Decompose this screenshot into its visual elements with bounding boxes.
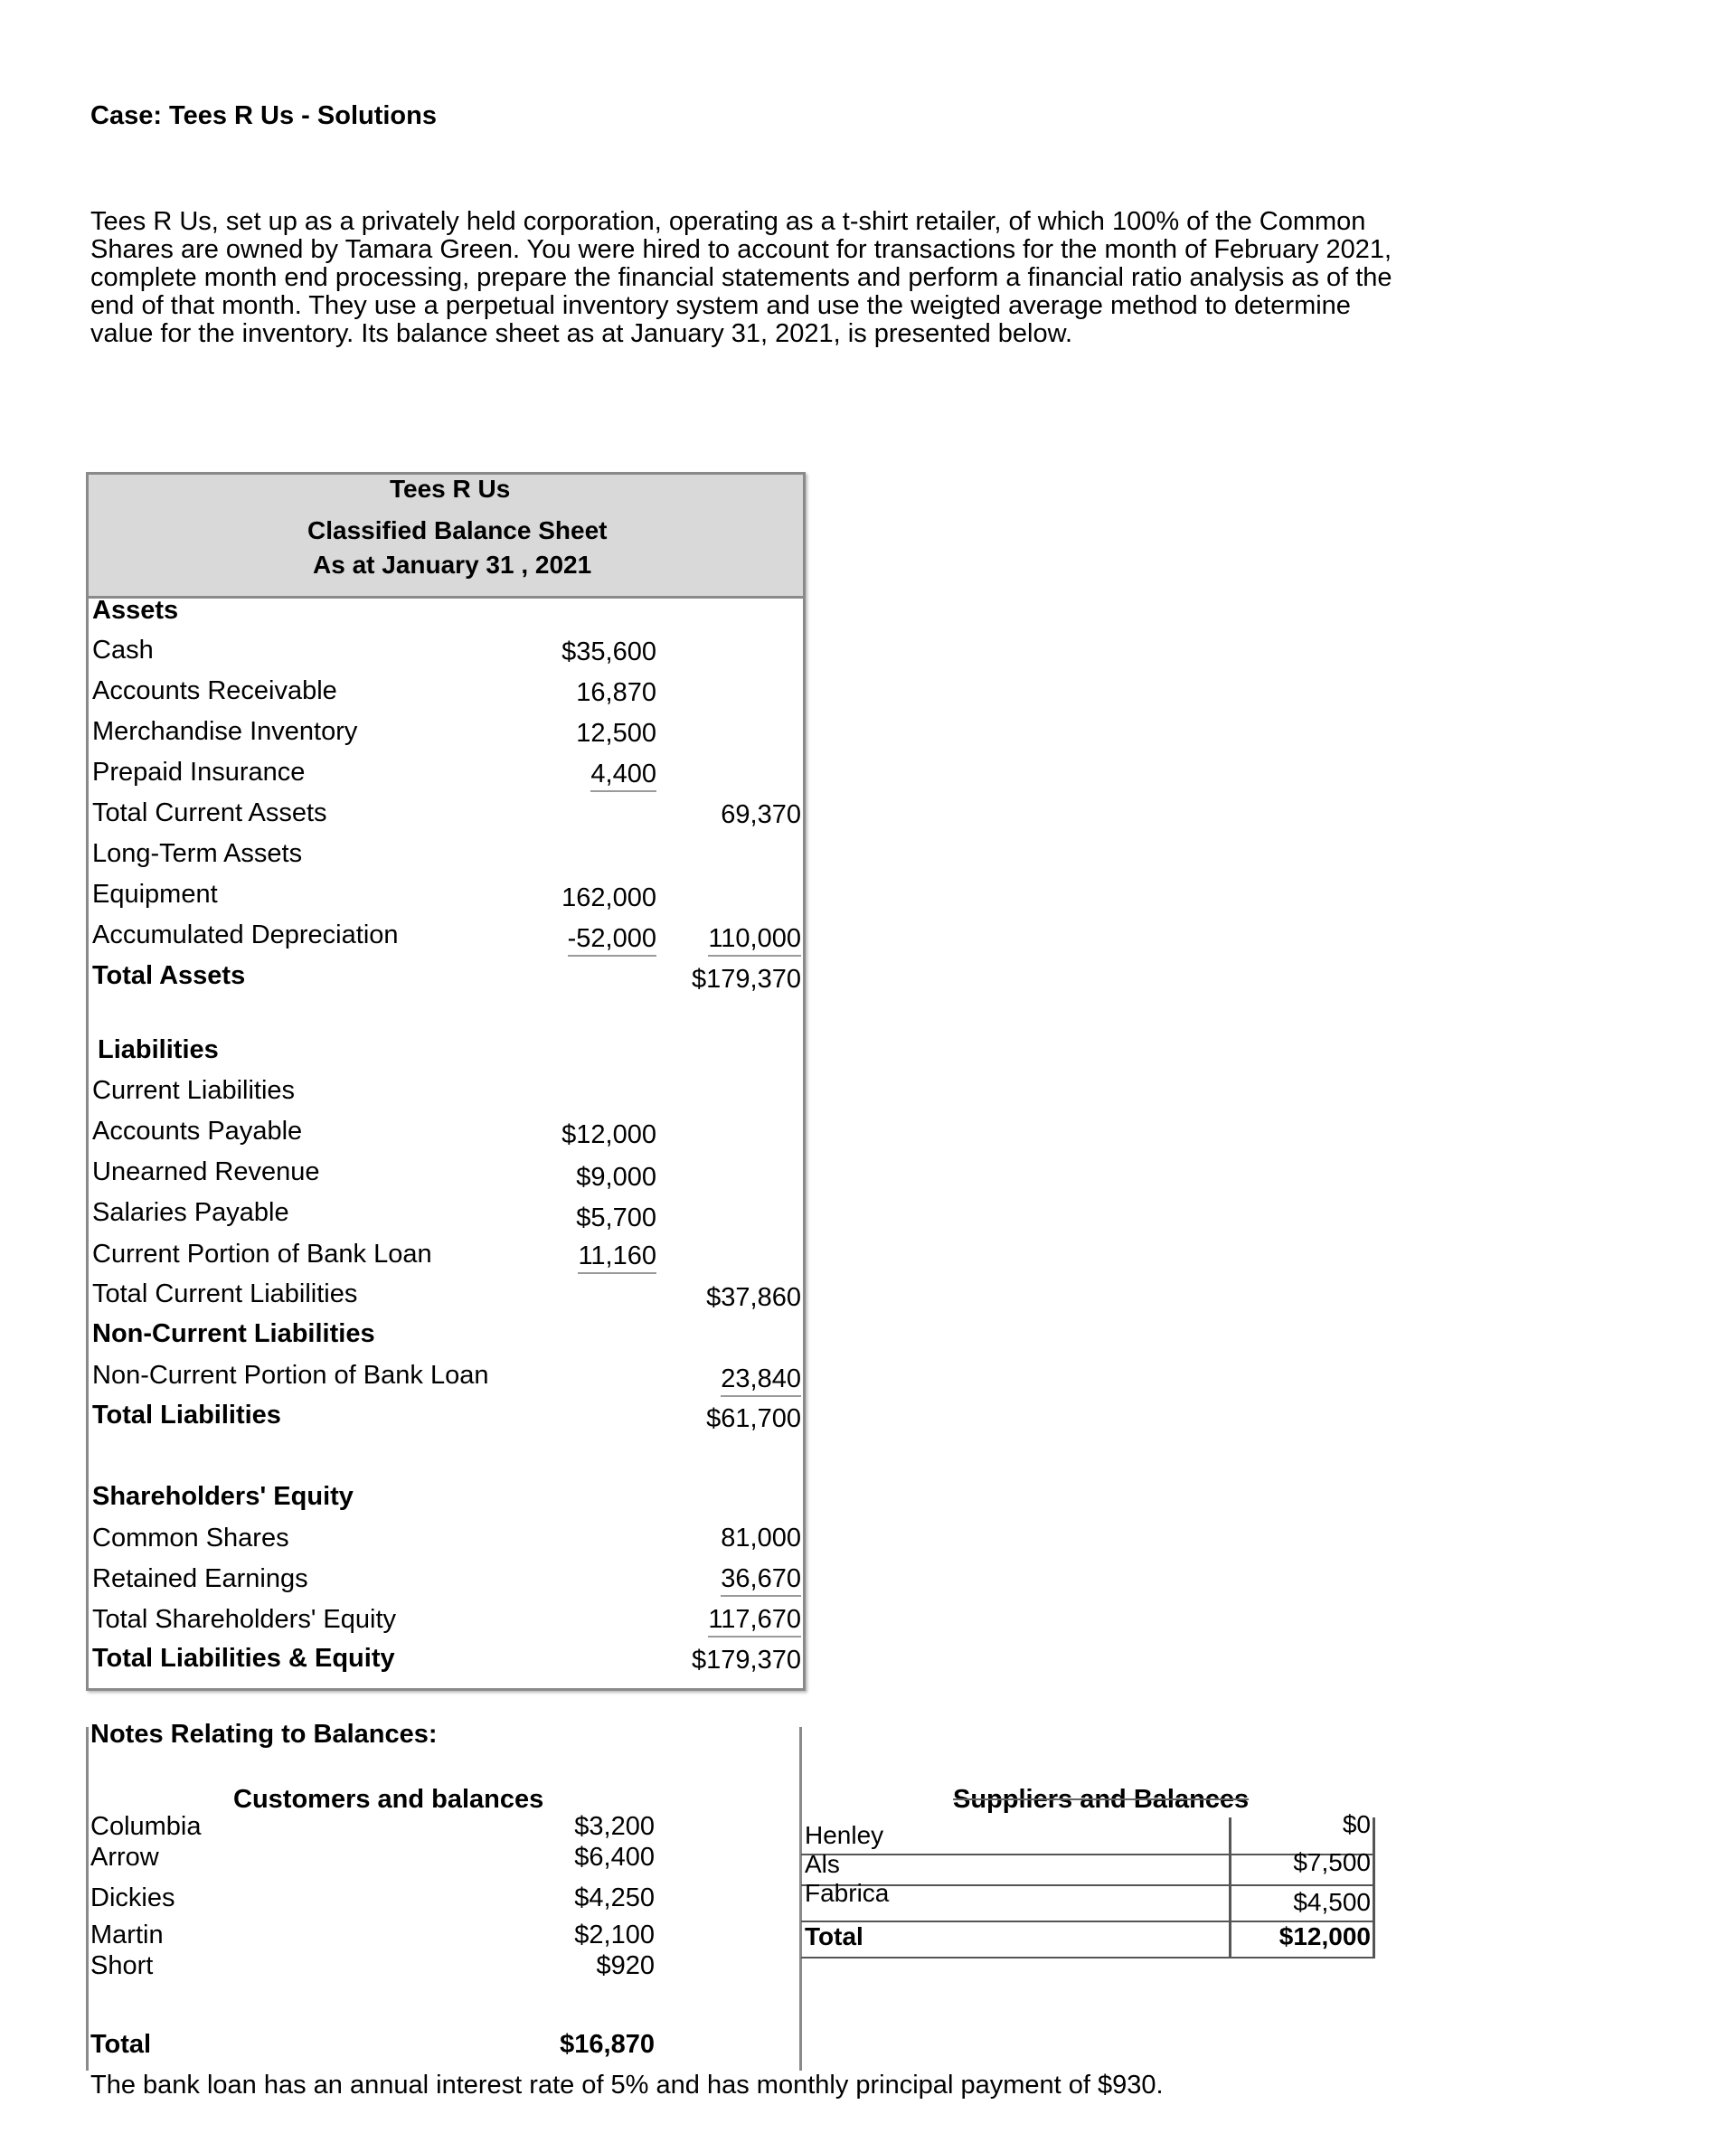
asset-total-value: 69,370 xyxy=(721,800,801,829)
asset-value: 4,400 xyxy=(590,760,656,792)
liability-label: Current Portion of Bank Loan xyxy=(92,1240,432,1269)
case-title: Case: Tees R Us - Solutions xyxy=(90,101,437,130)
supplier-balance: $0 xyxy=(1342,1810,1371,1838)
customer-name: Dickies xyxy=(90,1883,175,1912)
supplier-total-label: Total xyxy=(805,1922,863,1950)
equity-label: Retained Earnings xyxy=(92,1564,308,1593)
customers-total-label: Total xyxy=(90,2030,152,2059)
total-assets-label: Total Assets xyxy=(92,961,246,990)
suppliers-heading: Suppliers and Balances xyxy=(953,1785,1250,1814)
total-liabilities-equity-value: $179,370 xyxy=(692,1646,801,1675)
asset-label: Cash xyxy=(92,636,154,665)
suppliers-table xyxy=(801,1810,1375,1959)
asset-value: $35,600 xyxy=(561,637,656,666)
liability-value: $5,700 xyxy=(576,1203,656,1232)
asset-value: 12,500 xyxy=(576,719,656,748)
liability-value: 11,160 xyxy=(578,1241,656,1274)
balance-sheet-header xyxy=(89,475,803,599)
equity-label: Total Shareholders' Equity xyxy=(92,1605,397,1634)
total-assets-value: $179,370 xyxy=(692,965,801,994)
liability-label: Salaries Payable xyxy=(92,1198,289,1227)
customers-total-value: $16,870 xyxy=(560,2030,655,2059)
supplier-row xyxy=(801,1879,1373,1922)
liability-value: $12,000 xyxy=(561,1120,656,1149)
statement-name: Classified Balance Sheet xyxy=(307,516,608,544)
liability-label: Unearned Revenue xyxy=(92,1157,320,1186)
customer-balance: $6,400 xyxy=(574,1843,655,1872)
equity-value: 117,670 xyxy=(708,1605,801,1638)
asset-label: Merchandise Inventory xyxy=(92,717,358,746)
liabilities-heading: Liabilities xyxy=(98,1035,219,1064)
asset-label: Accumulated Depreciation xyxy=(92,920,399,949)
notes-left-border xyxy=(86,1727,89,2071)
intro-paragraph: Tees R Us, set up as a privately held corporation, operating as a t-shirt retailer, of which 100% of the Common Shares are owned by Tamara Green. You were hired to account for transactions for the month of February 2021, complete month end processing, prepare the financial statements and perform a financial ratio analysis as of the end of that month. They use a perpetual inventory system and use the weigted average method to determine value for the inventory. Its balance sheet as at January 31, 2021, is presented below. xyxy=(90,207,1392,348)
customer-name: Short xyxy=(90,1951,154,1980)
total-liabilities-label: Total Liabilities xyxy=(92,1401,281,1430)
customer-name: Arrow xyxy=(90,1843,159,1872)
supplier-total-row xyxy=(801,1921,1373,1959)
asset-label: Equipment xyxy=(92,880,218,909)
supplier-balance: $4,500 xyxy=(1293,1888,1371,1916)
statement-date: As at January 31 , 2021 xyxy=(313,551,592,579)
liability-label: Total Current Liabilities xyxy=(92,1279,358,1308)
equity-label: Common Shares xyxy=(92,1524,289,1553)
liability-label: Non-Current Liabilities xyxy=(92,1319,375,1348)
liability-label: Non-Current Portion of Bank Loan xyxy=(92,1361,489,1390)
total-liabilities-equity-label: Total Liabilities & Equity xyxy=(92,1644,395,1673)
customers-heading: Customers and balances xyxy=(233,1785,544,1814)
customer-name: Martin xyxy=(90,1921,164,1949)
supplier-balance: $7,500 xyxy=(1293,1848,1371,1876)
customer-balance: $920 xyxy=(596,1951,655,1980)
supplier-name: Henley xyxy=(805,1821,884,1849)
liability-label: Current Liabilities xyxy=(92,1076,296,1105)
balance-sheet xyxy=(86,472,806,1691)
liability-total-value: $37,860 xyxy=(706,1283,801,1312)
supplier-name: Fabrica xyxy=(805,1879,890,1907)
asset-label: Long-Term Assets xyxy=(92,839,303,868)
asset-label: Accounts Receivable xyxy=(92,676,337,705)
equity-value: 36,670 xyxy=(721,1564,801,1597)
customer-balance: $4,250 xyxy=(574,1883,655,1912)
customer-balance: $3,200 xyxy=(574,1812,655,1841)
asset-value: 16,870 xyxy=(576,678,656,707)
asset-total-value: 110,000 xyxy=(708,924,801,957)
equity-heading: Shareholders' Equity xyxy=(92,1482,354,1511)
equity-value: 81,000 xyxy=(721,1524,801,1553)
asset-label: Prepaid Insurance xyxy=(92,758,306,787)
asset-label: Total Current Assets xyxy=(92,798,327,827)
customer-balance: $2,100 xyxy=(574,1921,655,1949)
liability-total-value: 23,840 xyxy=(721,1364,801,1397)
supplier-name: Als xyxy=(805,1850,840,1878)
loan-note: The bank loan has an annual interest rate of 5% and has monthly principal payment of $930. xyxy=(90,2071,1164,2100)
asset-value: 162,000 xyxy=(561,883,656,912)
company-name: Tees R Us xyxy=(390,475,511,503)
liability-value: $9,000 xyxy=(576,1163,656,1192)
asset-value: -52,000 xyxy=(568,924,656,957)
liability-label: Accounts Payable xyxy=(92,1117,303,1146)
supplier-row xyxy=(801,1810,1373,1855)
notes-title: Notes Relating to Balances: xyxy=(90,1720,438,1749)
assets-heading: Assets xyxy=(92,596,179,625)
total-liabilities-value: $61,700 xyxy=(706,1404,801,1433)
customer-name: Columbia xyxy=(90,1812,202,1841)
supplier-total-value: $12,000 xyxy=(1278,1922,1371,1950)
